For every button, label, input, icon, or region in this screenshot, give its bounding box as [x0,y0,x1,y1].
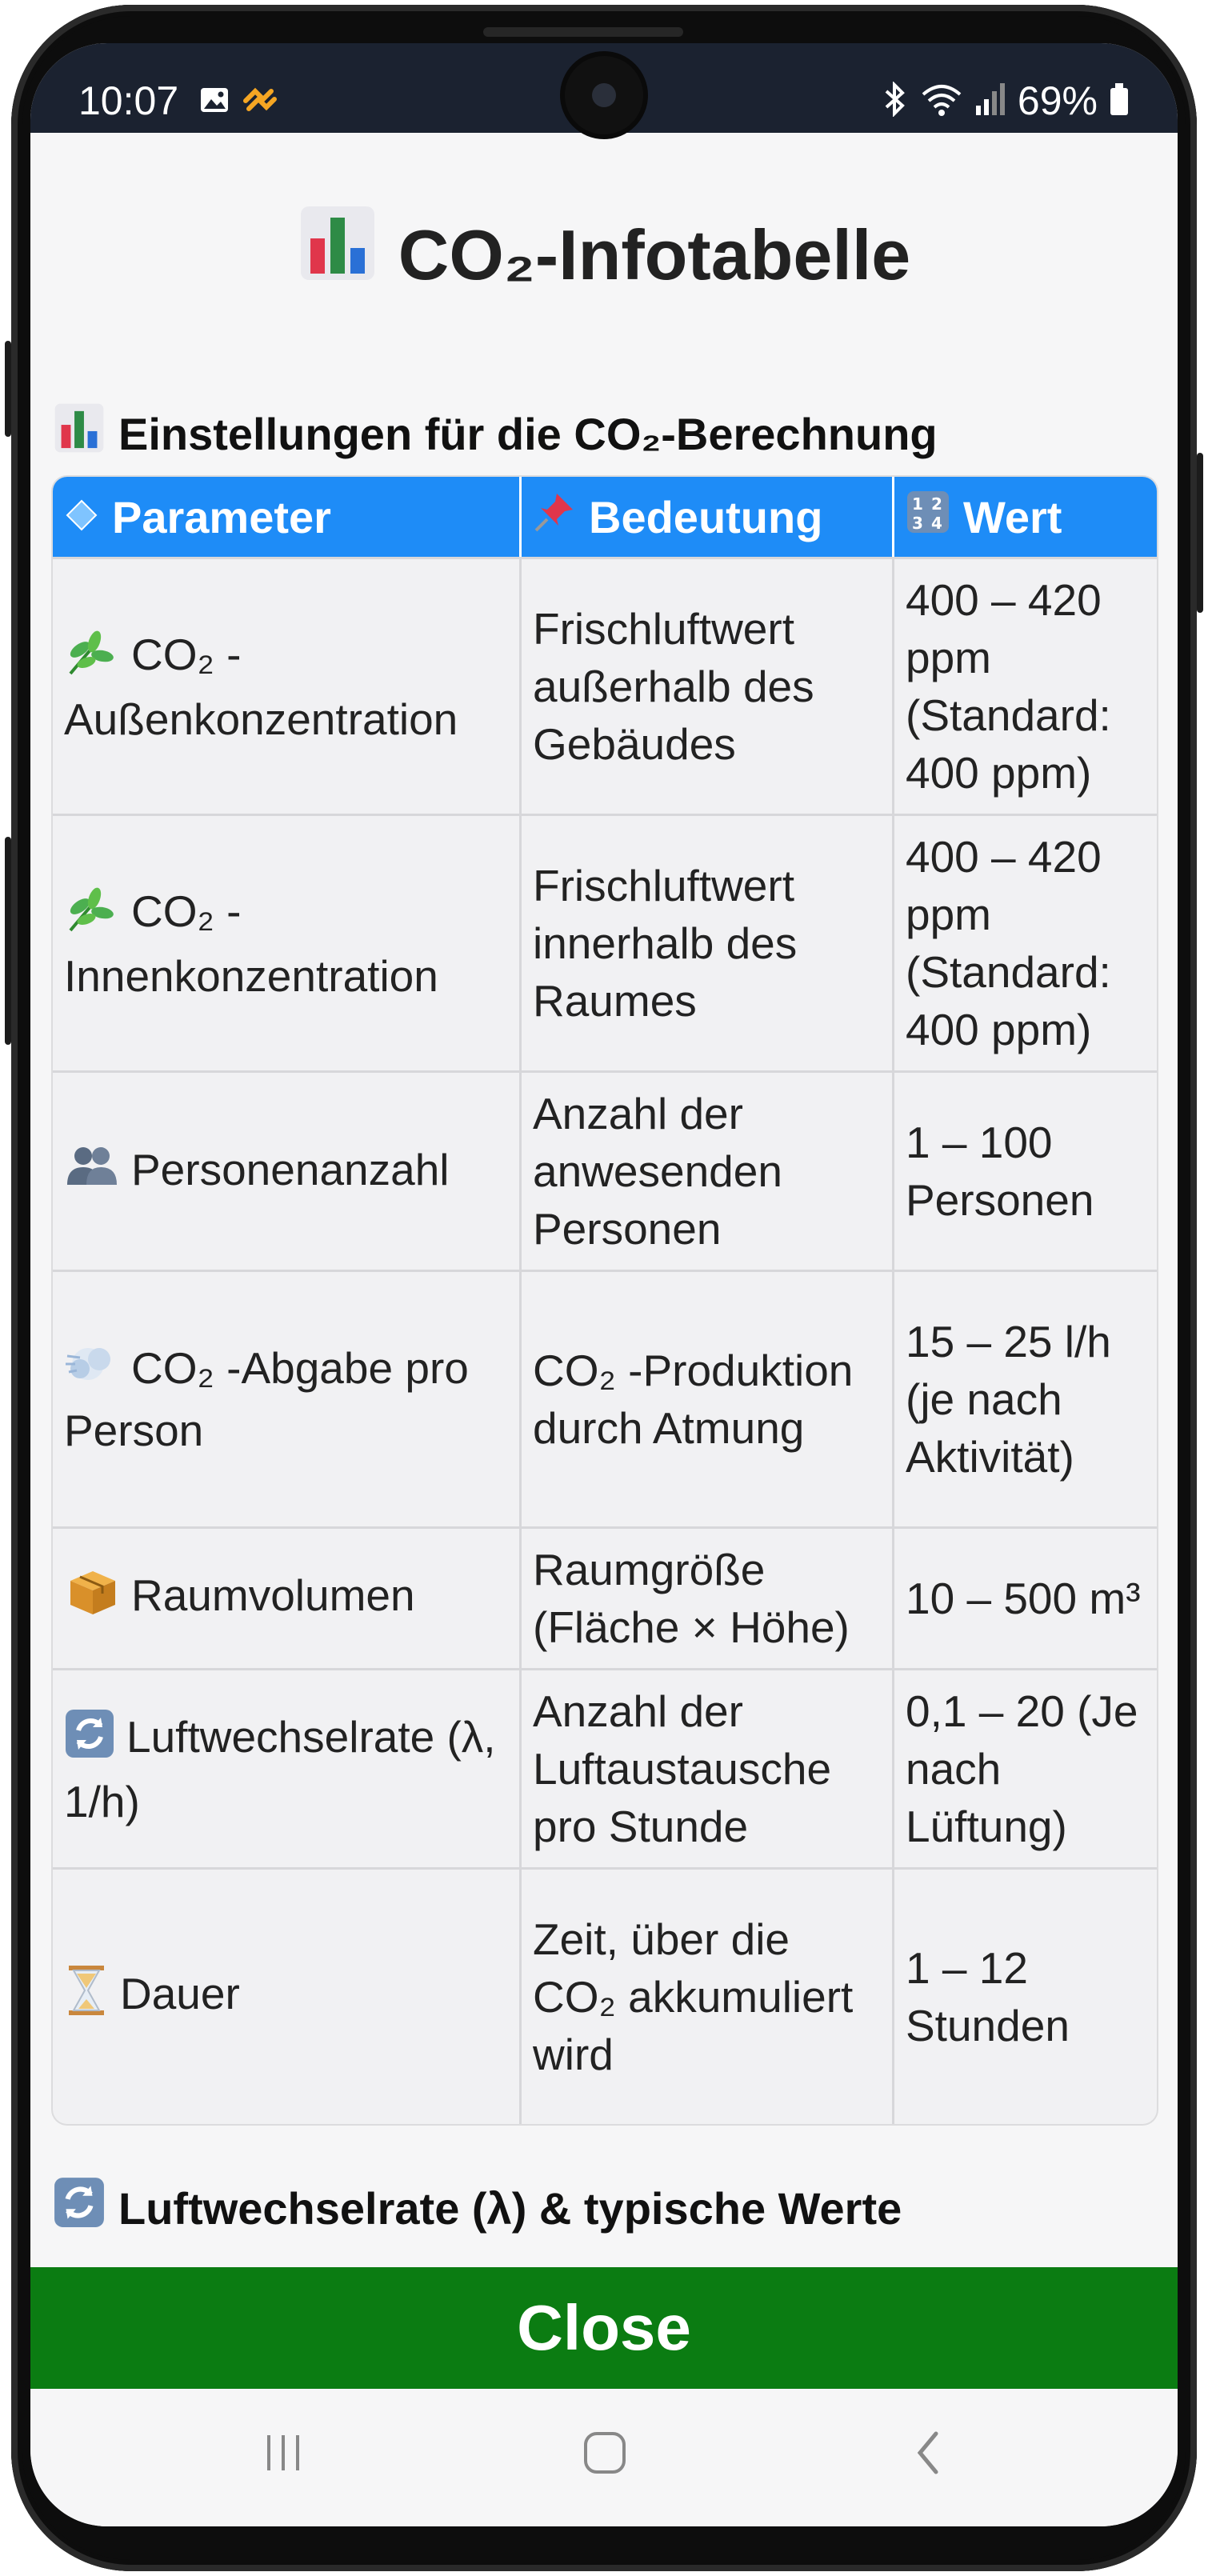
value-cell [894,816,1157,1070]
column-header-parameter-text: Parameter [112,491,331,542]
power-button [1197,453,1203,613]
bar-chart-icon [298,203,378,307]
table-row [53,1270,1157,1526]
value-cell [894,1073,1157,1270]
svg-text:3: 3 [912,513,923,533]
parameter-cell [53,816,522,1070]
meaning-text: Frischluftwert innerhalb des Raumes [533,861,798,1026]
numbers-icon [906,490,950,545]
parameter-text: Personenanzahl [131,1144,450,1194]
column-header-meaning [522,477,894,557]
status-indicators [882,78,1130,123]
battery-icon [1109,82,1130,121]
parameter-text: Luftwechselrate (λ, 1/h) [64,1711,496,1826]
settings-section-title [53,402,938,467]
back-button[interactable] [898,2421,962,2485]
refresh-icon [53,2176,106,2242]
page-title [30,203,1178,307]
value-text: 0,1 – 20 (Je nach Lüftung) [906,1686,1138,1851]
parameter-cell [53,1870,522,2124]
parameter-cell [53,1073,522,1270]
column-header-value [894,477,1157,557]
signal-icon [974,82,1006,121]
volume-button [5,341,11,437]
value-cell [894,1870,1157,2124]
ventilation-section-title-text: Luftwechselrate (λ) & typische Werte [118,2183,902,2234]
parameter-text: CO₂ -Abgabe pro Person [64,1342,469,1456]
home-button[interactable] [573,2421,637,2485]
status-bar [30,43,1178,133]
meaning-text: Anzahl der anwesenden Personen [533,1089,782,1254]
bar-chart-icon [53,402,106,467]
parameter-cell [53,1529,522,1668]
front-camera [565,56,643,134]
people-icon [64,1143,120,1202]
herb-icon [64,882,120,947]
recent-apps-button[interactable] [251,2421,315,2485]
herb-icon [64,626,120,690]
svg-text:4: 4 [931,513,942,533]
meaning-text: Zeit, über die CO₂ akkumuliert wird [533,1914,854,2079]
meaning-text: Raumgröße (Fläche × Höhe) [533,1545,850,1652]
parameter-text: Raumvolumen [131,1570,415,1620]
screen [30,43,1178,2526]
parameter-text: Dauer [120,1968,240,2018]
value-cell [894,1670,1157,1867]
value-cell [894,1272,1157,1526]
parameter-text: CO₂ - Außenkonzentration [64,629,458,744]
navigation-bar [30,2389,1178,2526]
meaning-cell [522,1073,894,1270]
meaning-cell [522,816,894,1070]
meaning-text: Anzahl der Luftaustausche pro Stunde [533,1686,832,1851]
app-notification-icon [242,85,278,117]
value-text: 400 – 420 ppm (Standard: 400 ppm) [906,575,1111,798]
value-cell [894,559,1157,814]
table-row [53,814,1157,1070]
pushpin-icon [533,490,576,544]
svg-text:2: 2 [931,494,942,514]
table-row [53,1668,1157,1867]
value-text: 10 – 500 m³ [906,1574,1141,1623]
value-cell [894,1529,1157,1668]
bluetooth-icon [882,82,909,121]
value-text: 1 – 100 Personen [906,1118,1094,1225]
table-row [53,1526,1157,1668]
svg-text:1: 1 [912,494,923,514]
parameter-cell [53,559,522,814]
meaning-cell [522,1670,894,1867]
value-text: 400 – 420 ppm (Standard: 400 ppm) [906,832,1111,1054]
table-row [53,1070,1157,1270]
settings-section-title-text: Einstellungen für die CO₂-Berechnung [118,409,938,459]
column-header-value-text: Wert [963,491,1062,542]
table-header [53,477,1157,557]
package-icon [64,1566,120,1631]
parameter-text: CO₂ - Innenkonzentration [64,886,438,1001]
table-row [53,557,1157,814]
page-title-text: CO₂-Infotabelle [398,215,911,294]
ventilation-section-title [53,2176,902,2242]
meaning-cell [522,559,894,814]
image-notification-icon [199,85,230,115]
status-time: 10:07 [78,78,179,123]
hourglass-icon [64,1964,109,2030]
side-button [5,837,11,1045]
meaning-text: Frischluftwert außerhalb des Gebäudes [533,604,814,769]
wifi-icon [920,82,963,121]
meaning-text: CO₂ -Produktion durch Atmung [533,1346,854,1453]
parameter-table [53,477,1157,2124]
column-header-parameter [53,477,522,557]
meaning-cell [522,1529,894,1668]
table-row [53,1867,1157,2124]
column-header-meaning-text: Bedeutung [589,491,823,542]
close-button[interactable]: Close [30,2267,1178,2389]
wind-icon [64,1340,120,1402]
diamond-icon [64,491,99,543]
refresh-icon [64,1708,115,1773]
value-text: 15 – 25 l/h (je nach Aktivität) [906,1317,1111,1482]
parameter-cell [53,1272,522,1526]
parameter-cell [53,1670,522,1867]
earpiece-speaker [483,27,683,37]
meaning-cell [522,1272,894,1526]
battery-percentage: 69% [1017,78,1098,123]
meaning-cell [522,1870,894,2124]
value-text: 1 – 12 Stunden [906,1943,1070,2050]
